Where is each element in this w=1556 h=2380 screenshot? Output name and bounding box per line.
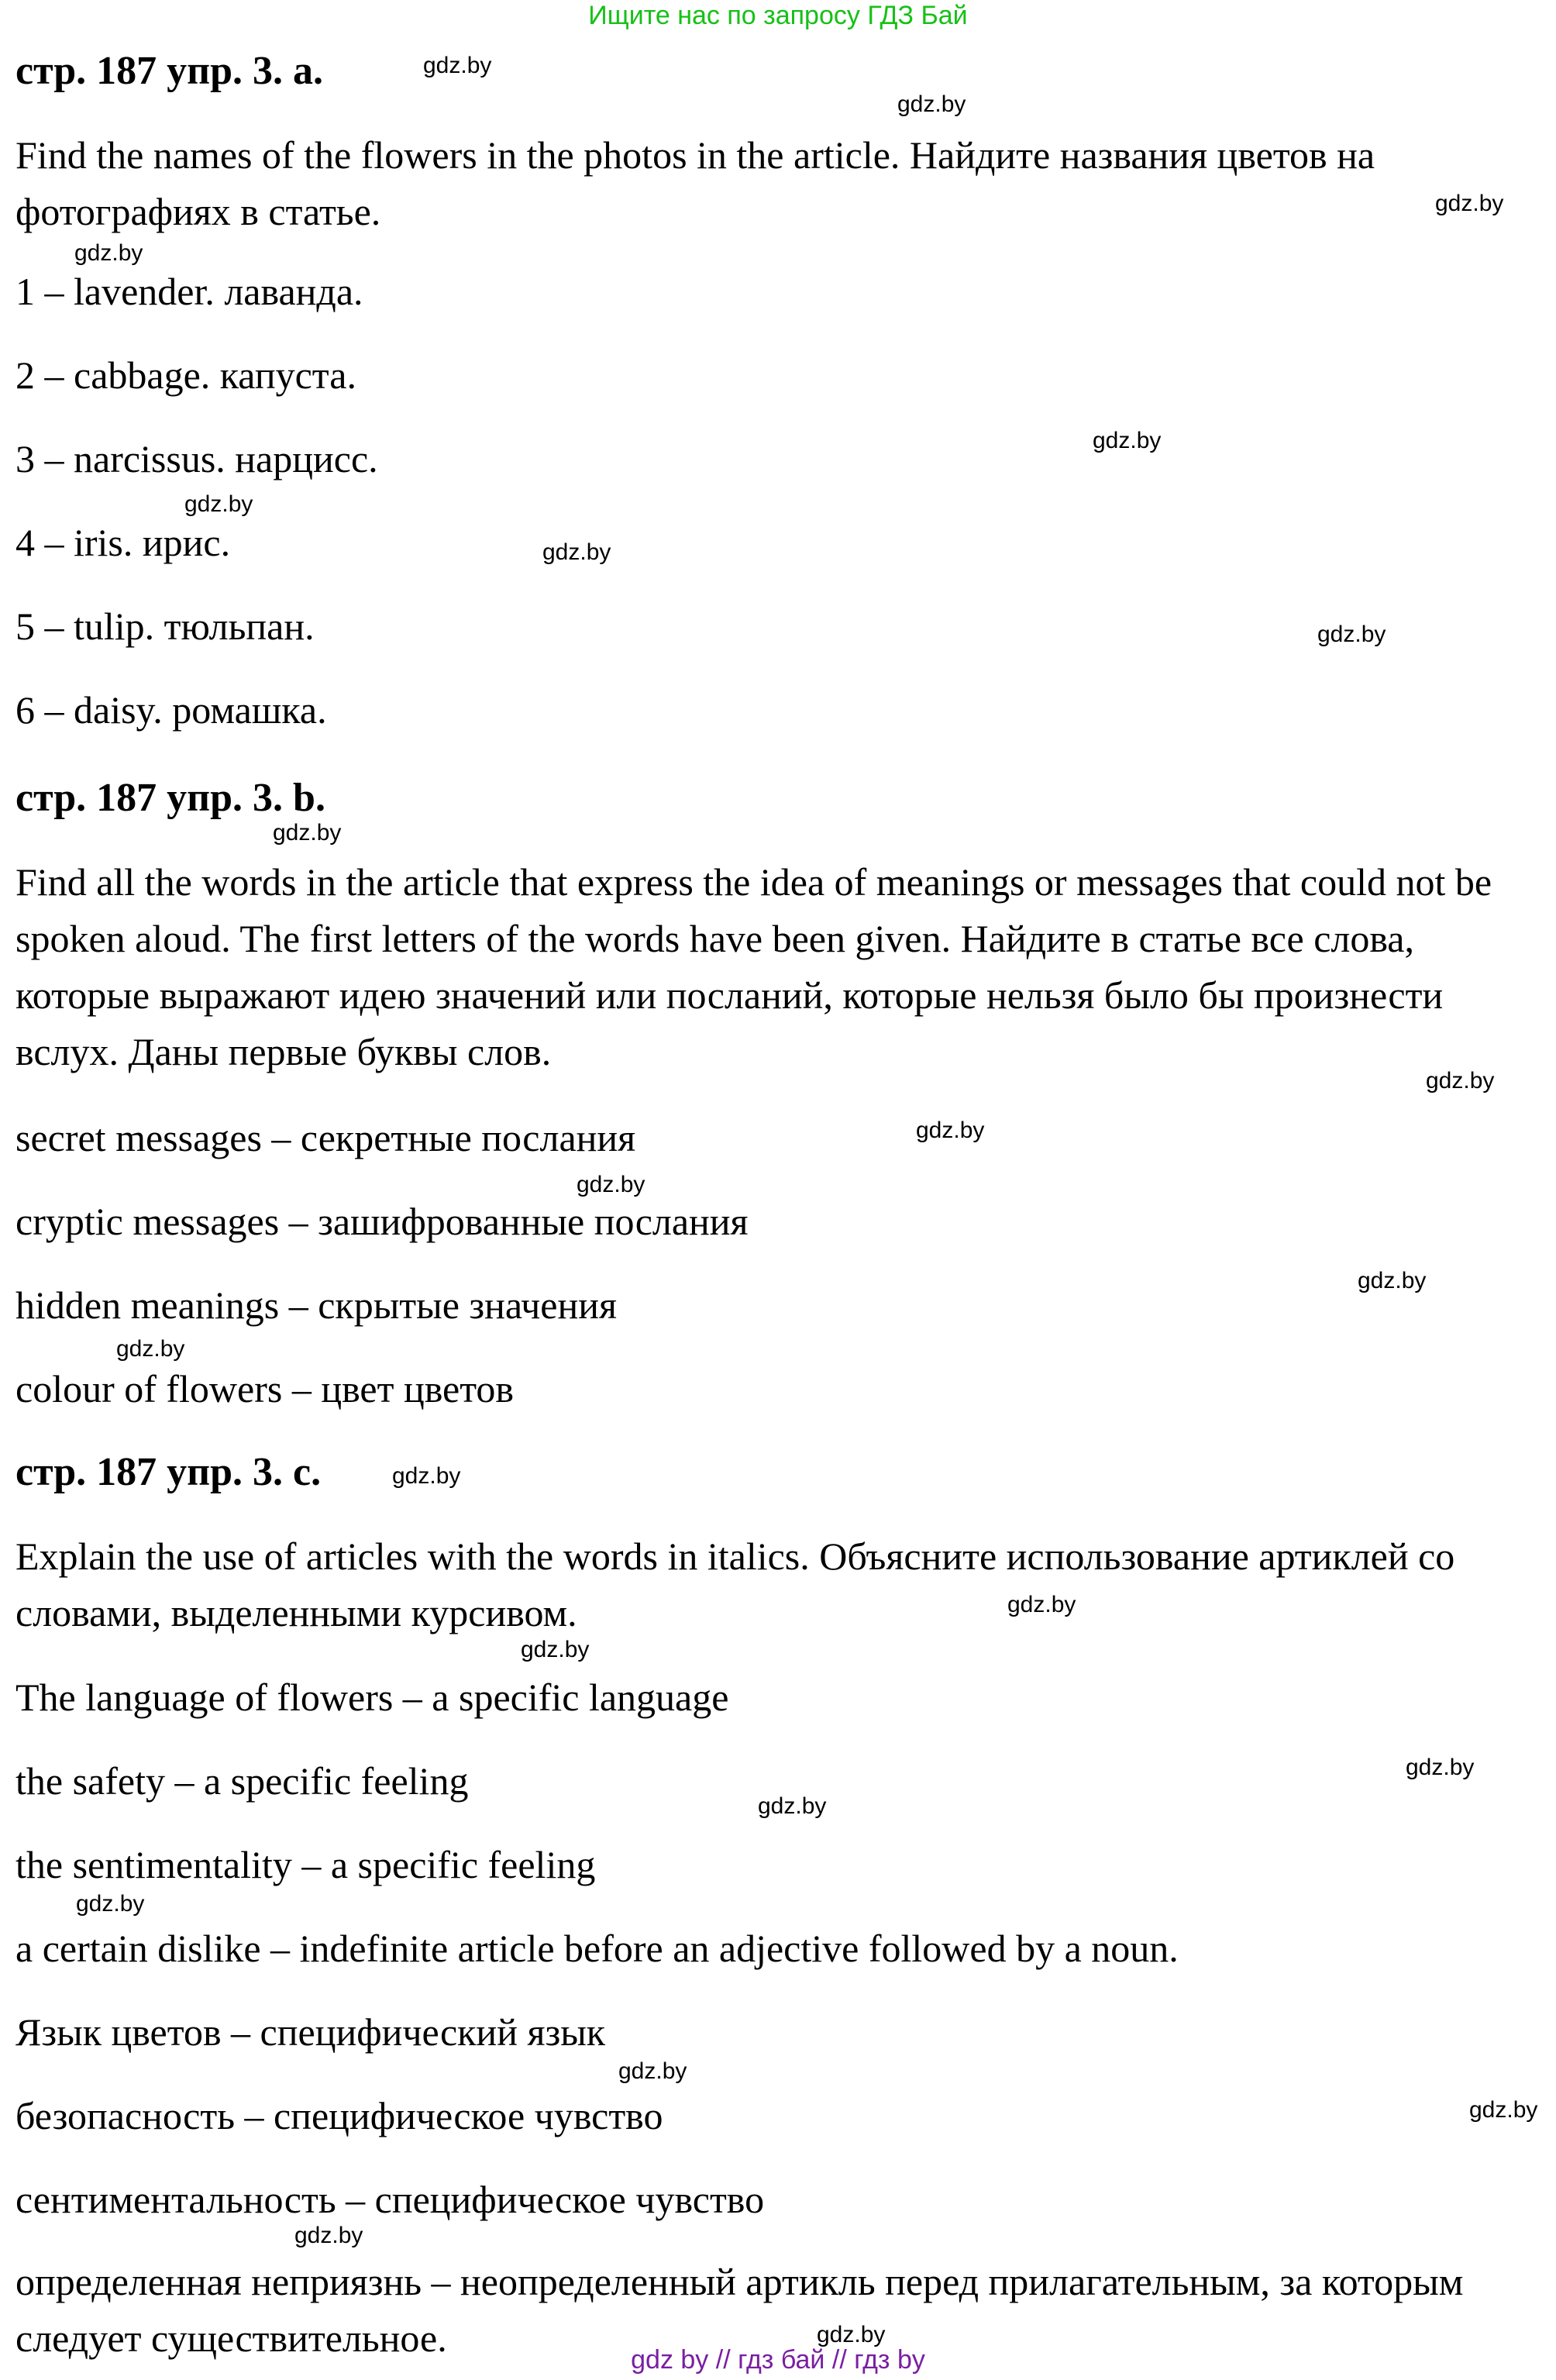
list-item: 4 – iris. ирис.	[15, 521, 231, 564]
watermark: gdz.by	[116, 1336, 185, 1362]
watermark: gdz.by	[1469, 2097, 1538, 2123]
watermark: gdz.by	[577, 1172, 645, 1197]
watermark: gdz.by	[758, 1793, 827, 1819]
watermark: gdz.by	[1317, 622, 1386, 647]
section-a-task: Find the names of the flowers in the photos in the article. Найдите названия цветов на фотографиях в статье.	[15, 133, 1375, 233]
list-item: hidden meanings – скрытые значения	[15, 1283, 617, 1327]
list-item: Язык цветов – специфический язык	[15, 2010, 606, 2054]
list-item: cryptic messages – зашифрованные послания	[15, 1200, 749, 1243]
watermark: gdz.by	[184, 491, 253, 517]
watermark: gdz.by	[74, 240, 143, 266]
watermark: gdz.by	[618, 2058, 687, 2084]
search-banner[interactable]: Ищите нас по запросу ГДЗ Бай	[588, 1, 968, 30]
section-b-heading: стр. 187 упр. 3. b.	[15, 776, 325, 820]
watermark: gdz.by	[1093, 428, 1162, 453]
watermark: gdz.by	[1435, 191, 1504, 216]
section-c-heading: стр. 187 упр. 3. c.	[15, 1450, 322, 1494]
watermark: gdz.by	[521, 1637, 590, 1662]
section-c-task: Explain the use of articles with the words in italics. Объясните использование артиклей со словами, выделенными курсивом.	[15, 1534, 1455, 1634]
watermark: gdz.by	[273, 820, 342, 846]
watermark: gdz.by	[392, 1463, 461, 1489]
list-item: the sentimentality – a specific feeling	[15, 1843, 596, 1886]
watermark: gdz.by	[76, 1891, 145, 1917]
watermark: gdz.by	[1406, 1755, 1475, 1780]
section-a-heading: стр. 187 упр. 3. a.	[15, 49, 324, 93]
watermark: gdz.by	[1358, 1268, 1427, 1293]
list-item: The language of flowers – a specific language	[15, 1676, 729, 1719]
watermark: gdz.by	[294, 2223, 363, 2248]
list-item: 5 – tulip. тюльпан.	[15, 604, 315, 648]
watermark: gdz.by	[542, 539, 611, 565]
list-item: определенная неприязнь – неопределенный артикль перед прилагательным, за которым следует существительное.	[15, 2260, 1464, 2360]
list-item: 2 – cabbage. капуста.	[15, 353, 356, 397]
list-item: a certain dislike – indefinite article before an adjective followed by a noun.	[15, 1927, 1179, 1970]
list-item: colour of flowers – цвет цветов	[15, 1367, 515, 1410]
list-item: secret messages – секретные послания	[15, 1116, 636, 1159]
footer-links[interactable]: gdz by // гдз бай // гдз by	[631, 2345, 925, 2375]
list-item: 6 – daisy. ромашка.	[15, 688, 327, 732]
watermark: gdz.by	[817, 2322, 886, 2347]
list-item: 1 – lavender. лаванда.	[15, 270, 363, 313]
list-item: 3 – narcissus. нарцисс.	[15, 437, 378, 480]
watermark: gdz.by	[916, 1118, 985, 1143]
watermark: gdz.by	[897, 91, 966, 117]
list-item: сентиментальность – специфическое чувство	[15, 2178, 765, 2221]
watermark: gdz.by	[423, 53, 492, 78]
list-item: the safety – a specific feeling	[15, 1759, 469, 1803]
watermark: gdz.by	[1007, 1592, 1076, 1617]
watermark: gdz.by	[1426, 1068, 1495, 1094]
section-b-task: Find all the words in the article that express the idea of meanings or messages that could not be spoken aloud. The first letters of the words have been given. Найдите в статье все слова, которые выражают идею значений или посланий, которые нельзя было бы произнести вслух. Даны первые буквы слов.	[15, 860, 1492, 1073]
list-item: безопасность – специфическое чувство	[15, 2094, 663, 2137]
